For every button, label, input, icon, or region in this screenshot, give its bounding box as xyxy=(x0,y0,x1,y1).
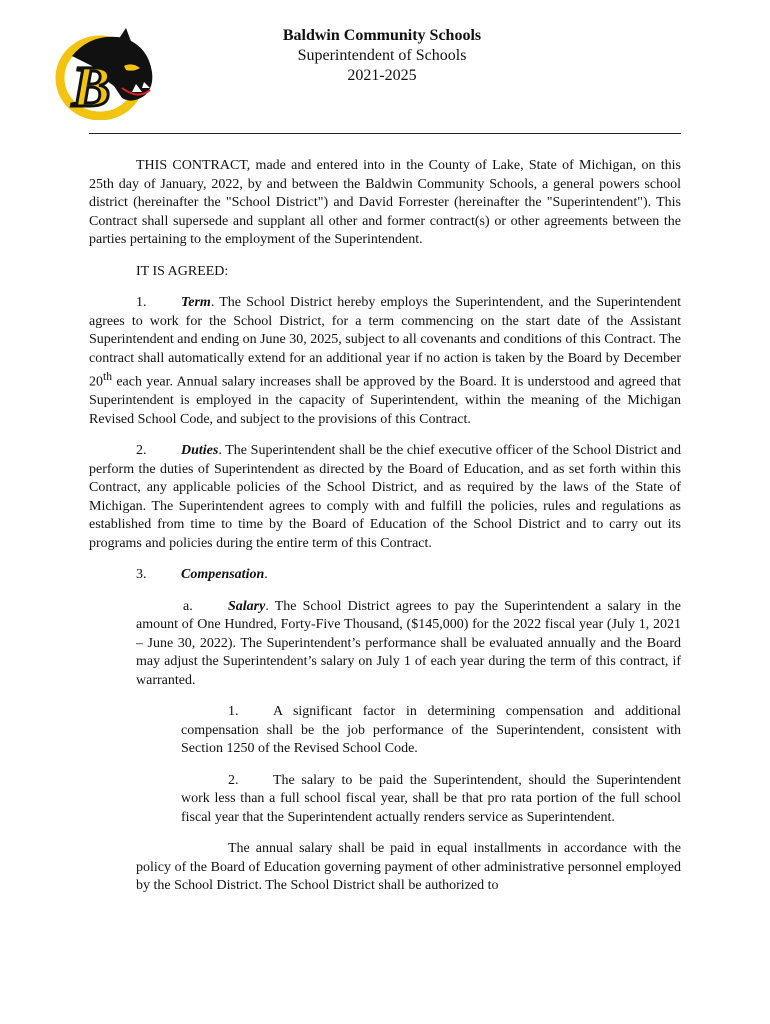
header-divider xyxy=(89,133,681,134)
section-text: . The School District hereby employs the Superintendent, and the Superintendent agrees to work for the School District, for a term commencing on the start date of the Assistant Superintendent and ending on June 30, 2025, subject to all covenants and conditions of this Contract. The contract shall automatically extend for an additional year if no action is taken by the Board by December 20 xyxy=(89,295,681,390)
section-compensation xyxy=(89,566,681,585)
section-title: Compensation xyxy=(181,567,265,583)
section-term xyxy=(89,294,681,429)
section-number: 3. xyxy=(136,567,147,583)
section-duties xyxy=(89,442,681,553)
section-number: 1. xyxy=(136,295,147,310)
item-text: A significant factor in determining compensation and additional compensation shall be the job performance of the Superintendent, consistent with Section 1250 of the Revised School Code. xyxy=(181,704,681,757)
item-number: 2. xyxy=(228,772,239,788)
item-text: The salary to be paid the Superintendent, should the Superintendent work less than a full school fiscal year, shall be that pro rata portion of the full school fiscal year that the Superintendent actually renders service as Superintendent. xyxy=(181,772,681,825)
item-number: 1. xyxy=(228,704,239,720)
document-header xyxy=(200,26,564,86)
section-text-cont: each year. Annual salary increases shall be approved by the Board. It is understood and agreed that Superintendent is employed in the capacity of Superintendent, within the meaning of the Michigan Revised School Code, and subject to the provisions of this Contract. xyxy=(89,374,681,427)
ordinal-suffix: th xyxy=(103,370,113,383)
intro-paragraph: THIS CONTRACT, made and entered into in the County of Lake, State of Michigan, on this 25th day of January, 2022, by and between the Baldwin Community Schools, a general powers school district (hereinafter the "School District") and David Forrester (hereinafter the "Superintendent"). This Contract shall supersede and supplant all other and former contract(s) or other agreements between the parties pertaining to the employment of the Superintendent. xyxy=(89,158,681,247)
subsection-title: Salary xyxy=(228,598,266,614)
section-title: Term xyxy=(181,295,211,310)
item-pro-rata xyxy=(181,772,681,828)
item-significant-factor xyxy=(181,703,681,759)
org-name: Baldwin Community Schools xyxy=(282,27,482,44)
contract-years: 2021-2025 xyxy=(347,67,417,84)
subsection-text: . The School District agrees to pay the Superintendent a salary in the amount of One Hundred, Forty-Five Thousand, ($145,000) for the 2022 fiscal year (July 1, 2021 – June 30, 2022). The Superintendent’s performance shall be evaluated annually and the Board may adjust the Superintendent’s salary on July 1 of each year during the term of this contract, if warranted. xyxy=(136,598,681,688)
section-number: 2. xyxy=(136,443,147,459)
contract-body xyxy=(89,157,681,896)
position-title: Superintendent of Schools xyxy=(297,47,467,64)
annual-salary-paragraph: The annual salary shall be paid in equal installments in accordance with the policy of the Board of Education governing payment of other administrative personnel employed by the School District. The School District shall be authorized to xyxy=(136,841,681,894)
subsection-salary xyxy=(136,598,681,691)
section-title: Duties xyxy=(181,443,219,459)
svg-text:B: B xyxy=(72,54,111,119)
subsection-letter: a. xyxy=(183,598,193,614)
title-period: . xyxy=(264,567,268,583)
agreed-heading: IT IS AGREED: xyxy=(136,263,229,279)
panther-b-logo-icon xyxy=(52,26,158,120)
section-text: . The Superintendent shall be the chief executive officer of the School District and perform the duties of Superintendent as directed by the Board of Education, and as set forth within this Contract, any applicable policies of the School District, and as required by the laws of the State of Michigan. The Superintendent agrees to comply with and fulfill the policies, rules and regulations as established from time to time by the Board of Education of the School District and to carry out its programs and policies during the entire term of this Contract. xyxy=(89,443,681,551)
